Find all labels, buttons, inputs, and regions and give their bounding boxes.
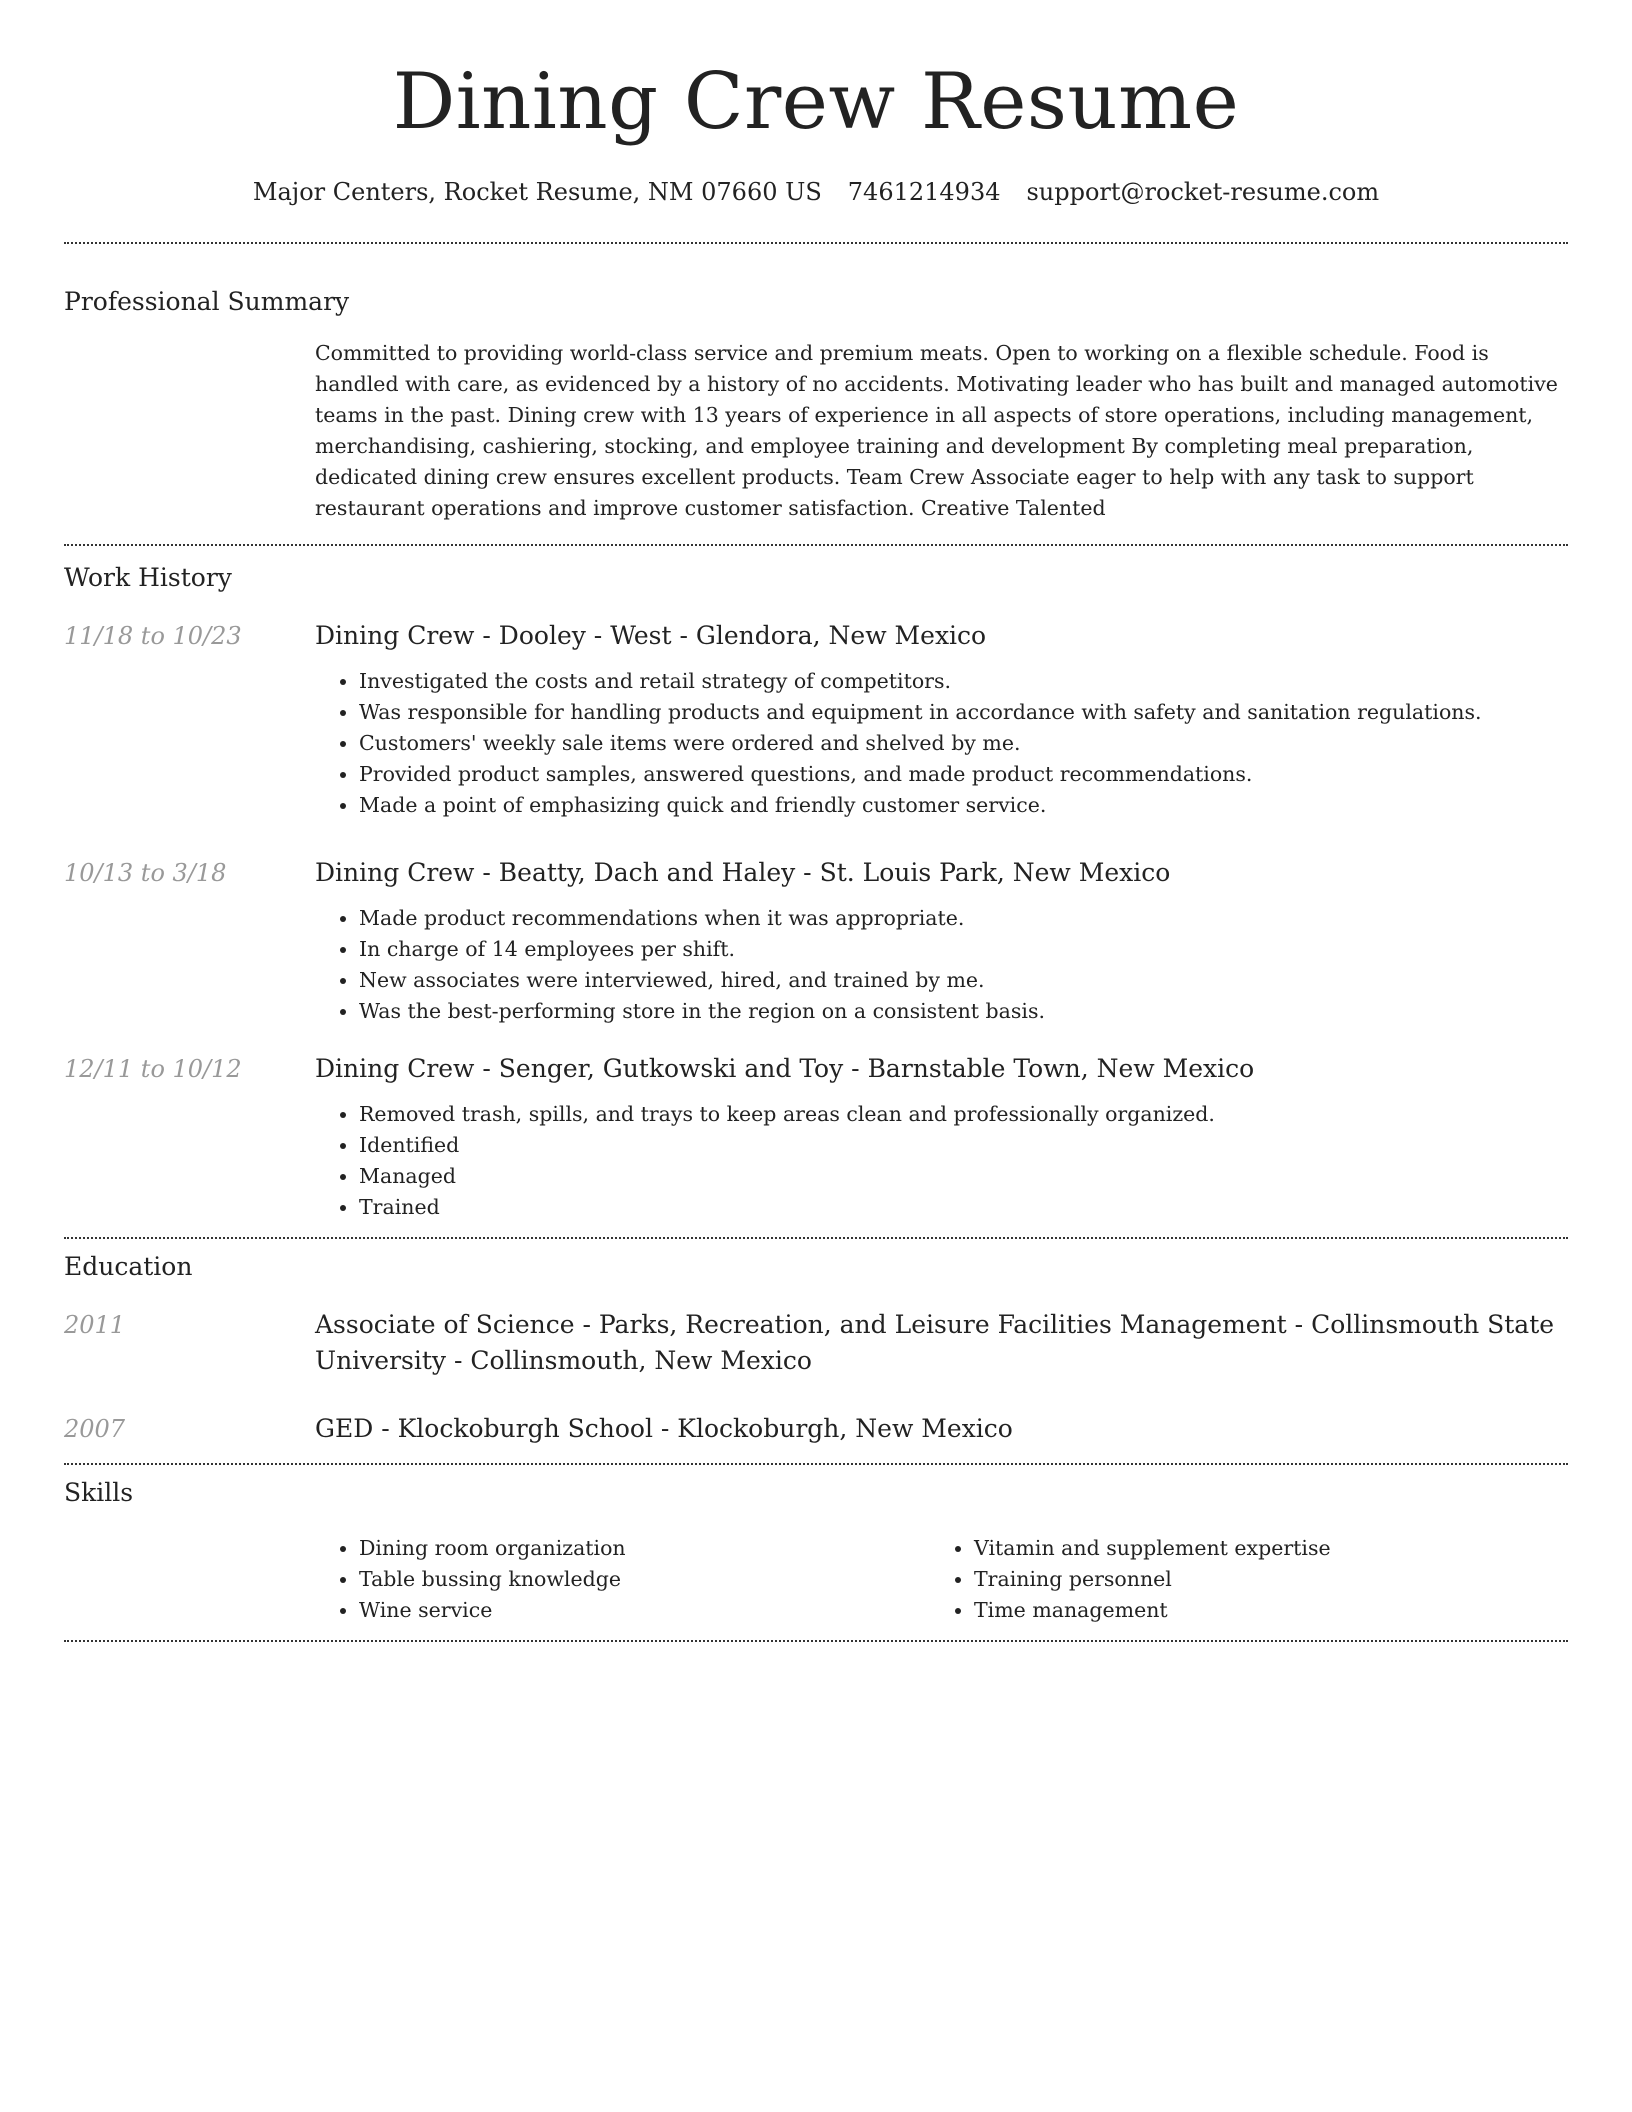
education-year: 2011	[64, 1311, 126, 1339]
list-item: • Customers' weekly sale items were ordered and shelved by me.	[359, 728, 1568, 759]
summary-section	[64, 286, 1568, 524]
skills-column-left	[315, 1533, 930, 1626]
divider	[64, 1640, 1568, 1642]
list-item: • Time management	[974, 1595, 1545, 1626]
education-year: 2007	[64, 1415, 126, 1443]
divider	[64, 1463, 1568, 1465]
list-item: • Was responsible for handling products and equipment in accordance with safety and sanitation regulations.	[359, 697, 1568, 728]
divider	[64, 544, 1568, 546]
list-item: • Trained	[359, 1192, 1568, 1223]
job-bullets	[315, 1099, 1568, 1223]
list-item: • In charge of 14 employees per shift.	[359, 934, 1568, 965]
resume-title: Dining Crew Resume	[392, 57, 1240, 147]
contact-line	[64, 176, 1568, 208]
job-dates: 10/13 to 3/18	[64, 859, 227, 887]
job-title: Dining Crew - Dooley - West - Glendora, New Mexico	[315, 621, 987, 650]
list-item: • Managed	[359, 1161, 1568, 1192]
list-item: • New associates were interviewed, hired, and trained by me.	[359, 965, 1568, 996]
contact-email: support@rocket-resume.com	[1026, 178, 1380, 206]
skills-list	[315, 1533, 1568, 1626]
job-dates: 12/11 to 10/12	[64, 1055, 242, 1083]
contact-phone: 7461214934	[847, 178, 1001, 206]
list-item: • Identified	[359, 1130, 1568, 1161]
section-title-education: Education	[64, 1252, 193, 1281]
education-entry	[64, 1307, 1568, 1379]
list-item: • Provided product samples, answered questions, and made product recommendations.	[359, 759, 1568, 790]
section-title-summary: Professional Summary	[64, 287, 350, 316]
divider	[64, 1237, 1568, 1239]
contact-address: Major Centers, Rocket Resume, NM 07660 US	[252, 178, 822, 206]
resume-page	[64, 0, 1568, 1642]
education-entry	[64, 1411, 1568, 1447]
list-item: • Dining room organization	[359, 1533, 930, 1564]
list-item: • Made a point of emphasizing quick and friendly customer service.	[359, 790, 1568, 821]
work-history-section	[64, 562, 1568, 1223]
list-item: • Investigated the costs and retail strategy of competitors.	[359, 666, 1568, 697]
section-title-work-history: Work History	[64, 563, 232, 592]
list-item: • Training personnel	[974, 1564, 1545, 1595]
education-text: Associate of Science - Parks, Recreation, and Leisure Facilities Management - Collinsmouth State University - Collinsmouth, New Mexico	[315, 1310, 1555, 1375]
job-bullets	[315, 903, 1568, 1027]
skills-section	[64, 1477, 1568, 1626]
list-item: • Made product recommendations when it was appropriate.	[359, 903, 1568, 934]
skills-column-right	[930, 1533, 1545, 1626]
list-item: • Vitamin and supplement expertise	[974, 1533, 1545, 1564]
section-title-skills: Skills	[64, 1478, 134, 1507]
job-bullets	[315, 666, 1568, 821]
education-text: GED - Klockoburgh School - Klockoburgh, New Mexico	[315, 1414, 1013, 1443]
education-section	[64, 1251, 1568, 1447]
job-entry	[64, 855, 1568, 1027]
job-title: Dining Crew - Senger, Gutkowski and Toy - Barnstable Town, New Mexico	[315, 1054, 1255, 1083]
list-item: • Table bussing knowledge	[359, 1564, 930, 1595]
list-item: • Was the best-performing store in the region on a consistent basis.	[359, 996, 1568, 1027]
job-entry	[64, 1051, 1568, 1223]
list-item: • Removed trash, spills, and trays to keep areas clean and professionally organized.	[359, 1099, 1568, 1130]
job-title: Dining Crew - Beatty, Dach and Haley - St. Louis Park, New Mexico	[315, 858, 1171, 887]
divider	[64, 242, 1568, 244]
job-entry	[64, 618, 1568, 821]
job-dates: 11/18 to 10/23	[64, 622, 242, 650]
summary-text: Committed to providing world-class service and premium meats. Open to working on a flexible schedule. Food is handled with care, as evidenced by a history of no accidents. Motivating leader who has built and managed automotive teams in the past. Dining crew with 13 years of experience in all aspects of store operations, including management, merchandising, cashiering, stocking, and employee training and development By completing meal preparation, dedicated dining crew ensures excellent products. Team Crew Associate eager to help with any task to support restaurant operations and improve customer satisfaction. Creative Talented	[315, 341, 1558, 520]
list-item: • Wine service	[359, 1595, 930, 1626]
